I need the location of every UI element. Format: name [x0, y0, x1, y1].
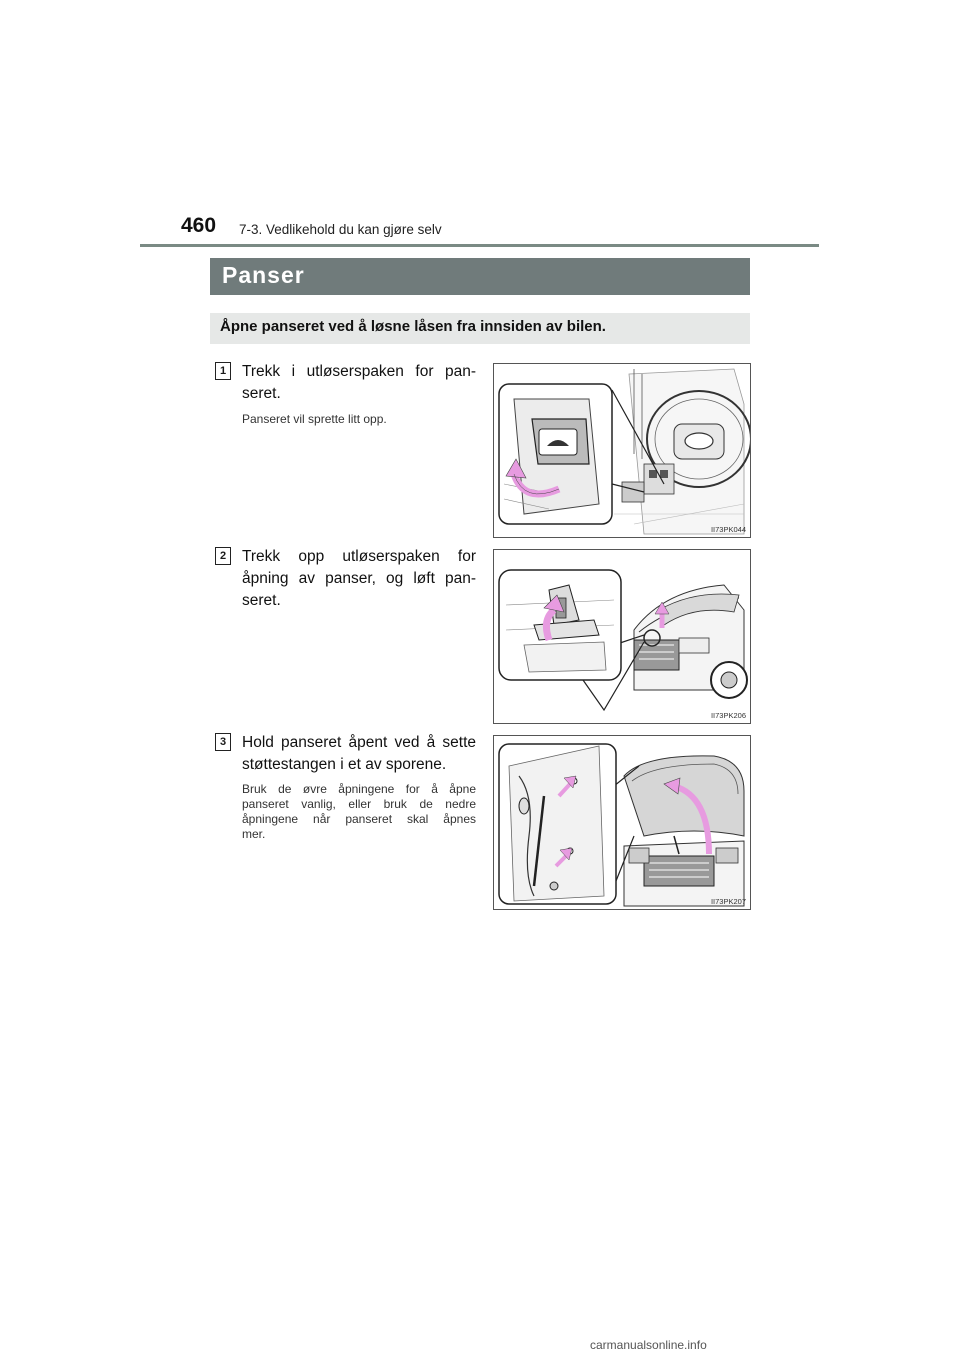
step-3-text	[242, 732, 476, 776]
step-1-line-1: Trekk i utløserspaken for pan-	[242, 363, 476, 380]
step-3-note-line-2: panseret vanlig, eller bruk de nedre	[242, 797, 476, 811]
step-3-note-line-3: åpningene når panseret skal åpnes	[242, 812, 476, 826]
figure-code: II73PK206	[710, 711, 746, 720]
step-3-badge: 3	[215, 733, 231, 751]
step-2-line-3: seret.	[242, 592, 281, 609]
step-3-note-line-1: Bruk de øvre åpningene for å åpne	[242, 782, 476, 796]
footer-watermark[interactable]: carmanualsonline.info	[590, 1338, 707, 1352]
chapter-title: 7-3. Vedlikehold du kan gjøre selv	[239, 222, 442, 237]
step-1-line-2: seret.	[242, 385, 281, 402]
step-3-note	[242, 782, 476, 842]
step-2-line-1: Trekk opp utløserspaken for	[242, 548, 476, 565]
support-rod-illustration	[494, 736, 750, 909]
figure-hood-release-lever	[493, 363, 751, 538]
step-1-note: Panseret vil sprette litt opp.	[242, 412, 387, 426]
step-3-note-line-4: mer.	[242, 827, 266, 841]
step-2-badge: 2	[215, 547, 231, 565]
section-subtitle-bar	[210, 313, 750, 344]
section-subtitle: Åpne panseret ved å løsne låsen fra innsiden av bilen.	[220, 318, 606, 335]
step-2-line-2: åpning av panser, og løft pan-	[242, 570, 476, 587]
hood-latch-illustration	[494, 550, 750, 723]
step-1-text	[242, 361, 476, 405]
hood-release-lever-illustration	[494, 364, 750, 537]
step-2-text	[242, 546, 476, 612]
figure-code: II73PK207	[710, 897, 746, 906]
figure-code: II73PK044	[710, 525, 746, 534]
figure-hood-latch	[493, 549, 751, 724]
page-number: 460	[181, 214, 217, 237]
step-3-line-2: støttestangen i et av sporene.	[242, 756, 447, 773]
figure-support-rod	[493, 735, 751, 910]
section-title-bar	[210, 258, 750, 295]
step-3-line-1: Hold panseret åpent ved å sette	[242, 734, 476, 751]
section-title: Panser	[222, 262, 305, 288]
step-1-badge: 1	[215, 362, 231, 380]
header-rule	[140, 244, 819, 247]
